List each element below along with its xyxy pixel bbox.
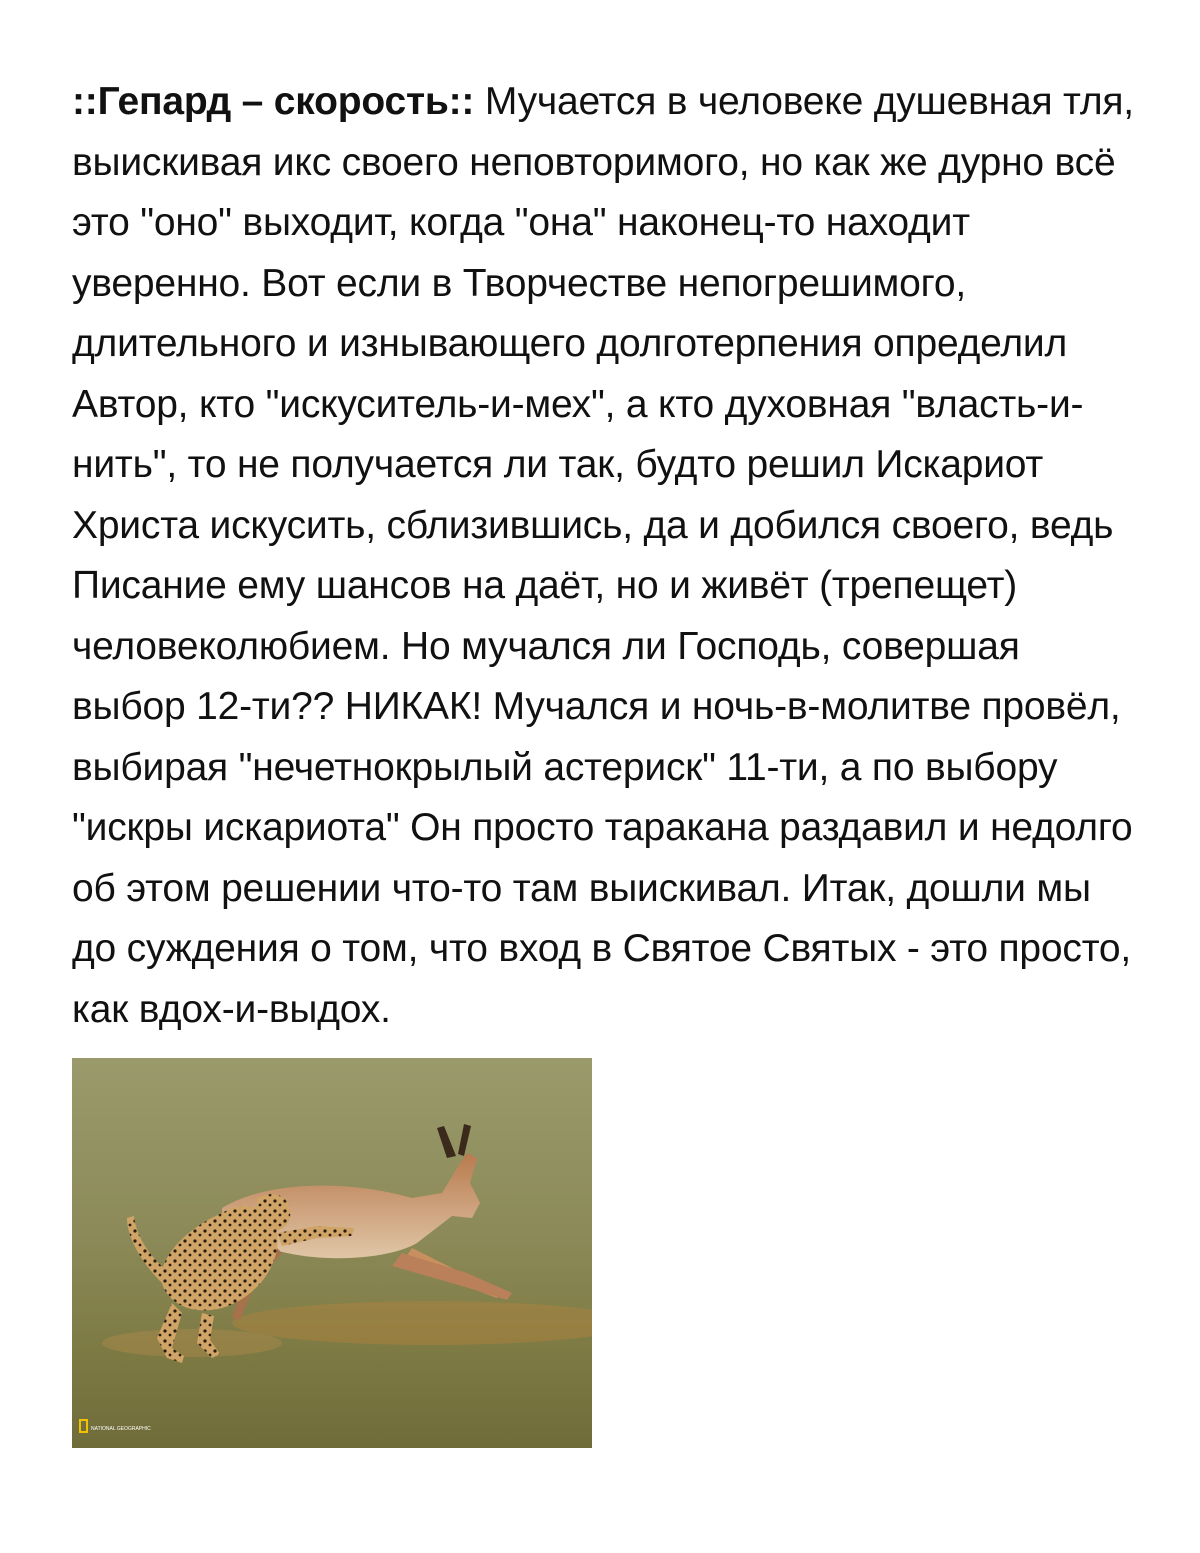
document-page <box>72 72 1136 1040</box>
photo-illustration <box>72 1058 592 1448</box>
logo-text: NATIONAL GEOGRAPHIC <box>91 1426 151 1432</box>
cheetah-hunting-photo <box>72 1058 592 1448</box>
article-paragraph <box>72 72 1136 1040</box>
article-body-text: Мучается в человеке душевная тля, выискивая икс своего неповторимого, но как же дурно всё это "оно" выходит, когда "она" наконец-то находит уверенно. Вот если в Творчестве непогрешимого, длительного и изнывающего долготерпения определил Автор, кто "искуситель-и-мех", а кто духовная "власть-и-нить", то не получается ли так, будто решил Искариот Христа искусить, сблизившись, да и добился своего, ведь Писание ему шансов на даёт, но и живёт (трепещет) человеколюбием. Но мучался ли Господь, совершая выбор 12-ти?? НИКАК! Мучался и ночь-в-молитве провёл, выбирая "нечетнокрылый астериск" 11-ти, а по выбору "искры искариота" Он просто таракана раздавил и недолго об этом решении что-то там выискивал. Итак, дошли мы до суждения о том, что вход в Святое Святых - это просто, как вдох-и-выдох. <box>72 80 1134 1031</box>
article-lead-title: ::Гепард – скорость:: <box>72 80 475 123</box>
